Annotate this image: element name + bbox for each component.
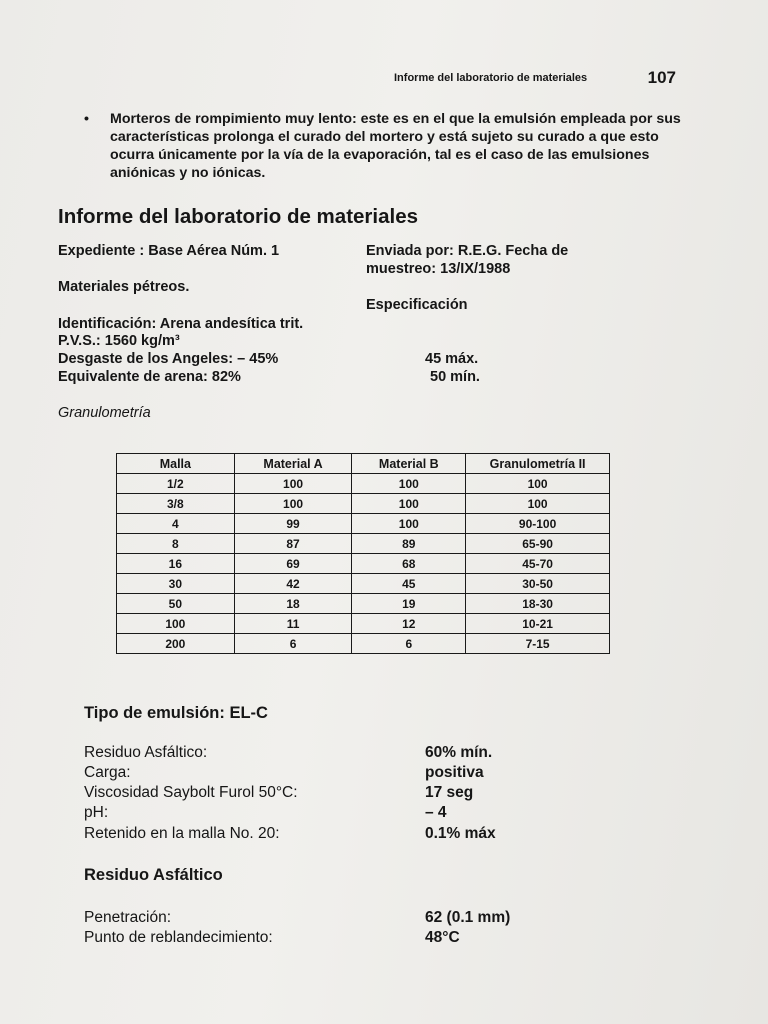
- cell-material-a: 11: [234, 614, 352, 634]
- retenido-value: 0.1% máx: [425, 825, 496, 842]
- punto-reblandecimiento-value: 48°C: [425, 929, 460, 946]
- residuo-asfaltico-label: Residuo Asfáltico:: [84, 744, 208, 761]
- cell-material-b: 12: [352, 614, 466, 634]
- cell-malla: 4: [117, 514, 235, 534]
- cell-material-a: 42: [234, 574, 352, 594]
- granulometria-label: Granulometría: [58, 405, 151, 421]
- table-row: [117, 534, 610, 554]
- table-row: [117, 514, 610, 534]
- especificacion-heading: Especificación: [366, 297, 468, 313]
- running-title: Informe del laboratorio de materiales: [394, 72, 588, 84]
- cell-material-b: 6: [352, 634, 466, 654]
- desgaste-spec: 45 máx.: [425, 351, 479, 367]
- viscosidad-label: Viscosidad Saybolt Furol 50°C:: [84, 784, 298, 801]
- cell-malla: 200: [117, 634, 235, 654]
- header-material-a: Material A: [234, 454, 352, 474]
- cell-malla: 3/8: [117, 494, 235, 514]
- cell-malla: 16: [117, 554, 235, 574]
- carga-label: Carga:: [84, 764, 131, 781]
- carga-value: positiva: [425, 764, 484, 781]
- equivalente-spec: 50 mín.: [430, 369, 480, 385]
- header-material-b: Material B: [352, 454, 466, 474]
- cell-malla: 50: [117, 594, 235, 614]
- table-row: [117, 614, 610, 634]
- desgaste-label: Desgaste de los Angeles: – 45%: [58, 351, 279, 367]
- header-malla: Malla: [117, 454, 235, 474]
- table-row: [117, 634, 610, 654]
- residuo-asfaltico-value: 60% mín.: [425, 744, 493, 761]
- bullet-paragraph: [84, 110, 684, 182]
- cell-granulometria: 65-90: [466, 534, 610, 554]
- pvs-text: P.V.S.: 1560 kg/m³: [58, 333, 180, 349]
- cell-malla: 100: [117, 614, 235, 634]
- cell-granulometria: 18-30: [466, 594, 610, 614]
- cell-material-b: 100: [352, 514, 466, 534]
- cell-material-b: 19: [352, 594, 466, 614]
- residuo-asfaltico-heading: Residuo Asfáltico: [84, 866, 223, 884]
- punto-reblandecimiento-label: Punto de reblandecimiento:: [84, 929, 273, 946]
- cell-granulometria: 10-21: [466, 614, 610, 634]
- cell-malla: 8: [117, 534, 235, 554]
- cell-material-a: 18: [234, 594, 352, 614]
- cell-material-b: 45: [352, 574, 466, 594]
- table-row: [117, 474, 610, 494]
- bullet-text: Morteros de rompimiento muy lento: este es en el que la emulsión empleada por sus características prolonga el curado del mortero y está sujeto su curado a que esto ocurra únicamente por la vía de la evaporación, tal es el caso de las emulsiones aniónicas y no iónicas.: [110, 111, 681, 181]
- cell-granulometria: 45-70: [466, 554, 610, 574]
- cell-material-a: 100: [234, 474, 352, 494]
- enviada-line-1: Enviada por: R.E.G. Fecha de: [366, 243, 569, 259]
- table-row: [117, 594, 610, 614]
- expediente-text: Expediente : Base Aérea Núm. 1: [58, 243, 280, 259]
- cell-material-a: 87: [234, 534, 352, 554]
- cell-granulometria: 100: [466, 494, 610, 514]
- cell-malla: 30: [117, 574, 235, 594]
- header-granulometria: Granulometría II: [466, 454, 610, 474]
- cell-material-b: 89: [352, 534, 466, 554]
- cell-granulometria: 100: [466, 474, 610, 494]
- cell-material-a: 69: [234, 554, 352, 574]
- materiales-petreos: Materiales pétreos.: [58, 279, 190, 295]
- identificacion-text: Identificación: Arena andesítica trit.: [58, 316, 304, 332]
- enviada-line-2: muestreo: 13/IX/1988: [366, 261, 511, 277]
- penetracion-value: 62 (0.1 mm): [425, 909, 511, 926]
- table-row: [117, 494, 610, 514]
- penetracion-label: Penetración:: [84, 909, 172, 926]
- cell-malla: 1/2: [117, 474, 235, 494]
- emulsion-type-heading: Tipo de emulsión: EL-C: [84, 704, 268, 722]
- cell-granulometria: 30-50: [466, 574, 610, 594]
- cell-granulometria: 7-15: [466, 634, 610, 654]
- equivalente-label: Equivalente de arena: 82%: [58, 369, 241, 385]
- running-header: [394, 68, 676, 87]
- table-row: [117, 574, 610, 594]
- table-header-row: [117, 454, 610, 474]
- section-title: Informe del laboratorio de materiales: [58, 205, 418, 228]
- cell-material-b: 100: [352, 474, 466, 494]
- cell-material-a: 99: [234, 514, 352, 534]
- cell-material-a: 6: [234, 634, 352, 654]
- ph-label: pH:: [84, 804, 109, 821]
- table-row: [117, 554, 610, 574]
- cell-material-b: 100: [352, 494, 466, 514]
- retenido-label: Retenido en la malla No. 20:: [84, 825, 280, 842]
- bullet-symbol: •: [84, 111, 89, 127]
- ph-value: – 4: [425, 804, 447, 821]
- cell-material-a: 100: [234, 494, 352, 514]
- viscosidad-value: 17 seg: [425, 784, 474, 801]
- page-number: 107: [647, 68, 676, 87]
- cell-granulometria: 90-100: [466, 514, 610, 534]
- granulometry-table: [116, 453, 610, 654]
- cell-material-b: 68: [352, 554, 466, 574]
